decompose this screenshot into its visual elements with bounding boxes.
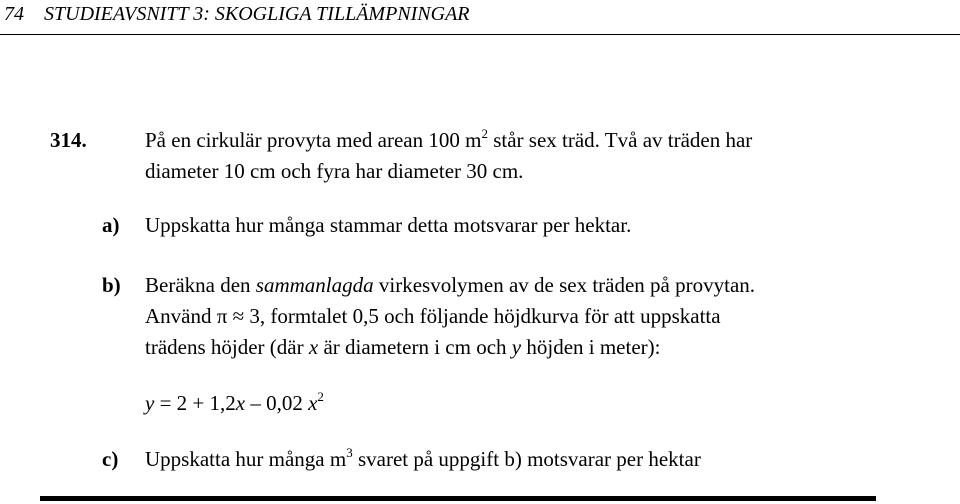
emphasis-word: sammanlagda [255,273,374,297]
part-b-line-2: Använd π ≈ 3, formtalet 0,5 och följande höjdkurva för att uppskatta [145,304,721,328]
intro-text-cont: står sex träd. Två av träden har [487,128,753,152]
part-c-text-post: svaret på uppgift b) motsvarar per hektar [352,447,701,471]
variable-y: y [145,391,155,415]
text-segment: trädens höjder (där [145,335,309,359]
part-b-text: Beräkna den [145,273,256,297]
formula-exponent: 2 [317,389,324,404]
part-b-label: b) [102,273,121,297]
part-b-text-cont: virkesvolymen av de sex träden på provytan. [373,273,756,297]
problem-number: 314. [50,128,87,152]
formula-text: – 0,02 [245,391,309,415]
page-number: 74 [4,3,24,25]
part-c-text-pre: Uppskatta hur många m [145,447,347,471]
variable-x: x [308,335,319,359]
variable-y: y [511,335,522,359]
part-c-label: c) [102,447,119,471]
variable-x: x [308,391,318,415]
volume-unit-exponent: 3 [346,445,353,460]
formula-text: = 2 + 1,2 [154,391,236,415]
part-c-text [145,446,701,475]
part-a-text: Uppskatta hur många stammar detta motsvarar per hektar. [145,213,632,237]
intro-text: På en cirkulär provyta med arean 100 m [145,128,482,152]
problem-intro-line-2: diameter 10 cm och fyra har diameter 30 cm. [145,159,524,183]
bottom-rule [40,496,876,501]
header-rule [0,34,960,35]
part-a-label: a) [102,213,120,237]
problem-intro-line-1 [145,127,752,156]
area-unit-exponent: 2 [481,126,488,141]
height-curve-formula [145,390,324,419]
section-title: STUDIEAVSNITT 3: SKOGLIGA TILLÄMPNINGAR [44,3,470,25]
part-b-line-3 [145,334,660,360]
variable-x: x [235,391,246,415]
part-b-line-1 [145,272,755,298]
text-segment: höjden i meter): [521,335,661,359]
text-segment: är diametern i cm och [318,335,512,359]
running-header [0,0,960,34]
